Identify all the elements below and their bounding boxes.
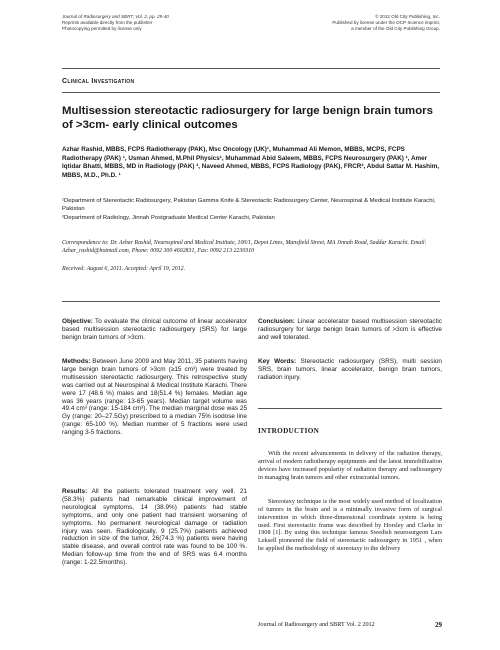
conclusion-label: Conclusion: [258, 318, 295, 325]
abstract-methods [62, 358, 247, 437]
methods-text: Between June 2009 and May 2011, 35 patients having large benign brain tumors of >3cm (≥15 cm³) were treated by multisession stereotactic radiosurgery. This retrospective study was carried out at Neurospinal & Medical Institute Karachi. There were 17 (48.6 %) males and 18(51.4 %) females. Median age was 36 years (range: 13-65 years). Median target volume was 49.4 cm³ (range: 15-184 cm³). The median marginal dose was 25 Gy (range: 20–27.5Gy) prescribed to a median 75% isodose line (range: 65-100 %). Median number of 5 fractions were used ranging 3-5 fractions. [62, 358, 247, 437]
license-note: Published by license under the OCP Science imprint, [332, 20, 440, 25]
author-list: Azhar Rashid, MBBS, FCPS Radiotherapy (PAK), Msc Oncology (UK)¹, Muhammad Ali Memon, MBBS, MCPS, FCPS Radiotherapy (PAK) ¹, Usman Ahmed, M.Phil Physics¹, Muhammad Abid Saleem, MBBS, FCPS Neurosurgery (PAK) ¹, Amer Iqtidar Bhatti, MBBS, MD in Radiology (PAK) ², Naveed Ahmed, MBBS, FCPS Radiology (PAK), FRCR², Abdul Sattar M. Hashim, MBBS, M.D., Ph.D. ¹ [62, 146, 440, 179]
publisher-group-note: a member of the Old City Publishing Group. [351, 26, 440, 31]
footer-journal: Journal of Radiosurgery and SBRT Vol. 2 2012 [258, 621, 375, 628]
introduction-paragraph-1: With the recent advancements in delivery of the radiation therapy, arrival of modern radiotherapy equipments and the latest immobilization devices have increased popularity of radiation therapy and radiosurgery in managing brain tumors and other extracranial tumors. [258, 450, 442, 481]
page-number: 29 [435, 621, 442, 629]
introduction-heading: INTRODUCTION [258, 427, 320, 435]
affiliation-1: ¹Department of Stereotactic Radiosurgery, Pakistan Gamma Knife & Stereotactic Radiosurgery Center, Neurospinal & Medical Institute Karachi, Pakistan [62, 198, 436, 212]
section-label: Clinical Investigation [62, 78, 135, 85]
objective-label: Objective: [62, 318, 93, 325]
abstract-conclusion [258, 318, 442, 342]
running-header-right [230, 14, 440, 32]
keywords [258, 358, 442, 382]
abstract-objective [62, 318, 247, 342]
keywords-label: Key Words: [258, 358, 297, 365]
correspondence: Correspondence to: Dr. Azhar Rashid, Neurospinal and Medical Institute, 100/1, Depot Lines, Mansfield Street, MA Jinnah Road, Saddar Karachi. Email: Azhar_rashid@hotmail.com, Phone: 0092 300 4602831, Fax: 0092 213 2230310 [62, 240, 427, 254]
results-label: Results: [62, 488, 88, 495]
received-dates: Received: August 6, 2011. Accepted: April 19, 2012. [62, 266, 186, 272]
photocopy-note: Photocopying permitted by license only [62, 26, 142, 31]
affiliation-2: ²Department of Radiology, Jinnah Postgraduate Medical Center Karachi, Pakistan [62, 215, 275, 221]
introduction-paragraph-2: Stereotaxy technique is the most widely used method of localization of tumors in the brain and is a minimally invasive form of surgical intervention in which three-dimensional coordinate system is being used. First stereotactic frame was described by Horsley and Clarke in 1908 [1]. By using this technique famous Swedish neurosurgeon Lars Leksell pioneered the field of stereotactic radiosurgery in 1951 , when he applied the methodology of stereotaxy to the delivery [258, 498, 442, 553]
keywords-text: Stereotactic radiosurgery (SRS), multi session SRS, brain tumors, linear accelerator, benign brain tumors, radiation injury. [258, 358, 442, 381]
article-title: Multisession stereotactic radiosurgery for large benign brain tumors of >3cm- early clinical outcomes [62, 105, 433, 131]
journal-citation: Journal of Radiosurgery and SBRT, Vol. 2, pp. 29-40 [62, 14, 169, 19]
page-footer [258, 621, 442, 629]
reprints-note: Reprints available directly from the publisher [62, 20, 153, 25]
results-text: All the patients tolerated treatment very well. 21 (58.3%) patients had remarkable clinical improvement of neurological symptoms, 14 (38.9%) patients had stable symptoms, and only one patient had transient worsening of symptoms. No permanent neurological damage or radiation injury was seen. Radiologically, 9 (25.7%) patients achieved reduction in size of the tumor, 26(74.3 %) patients were having stable disease, and overall control rate was found to be 100 %. Median follow-up time from the end of SRS was 6.4 months (range: 1-22.5months). [62, 488, 247, 567]
copyright-note: © 2012 Old City Publishing, Inc. [375, 14, 440, 19]
header-divider [62, 68, 440, 69]
objective-text: To evaluate the clinical outcome of linear accelerator based multisession stereotactic radiosurgery (SRS) for large benign brain tumors of >3cm. [62, 318, 247, 341]
abstract-results [62, 488, 247, 567]
section-divider [62, 92, 440, 93]
conclusion-text: Linear accelerator based multisession stereotactic radiosurgery for large benign brain tumors of >3cm is effective and well tolerated. [258, 318, 442, 341]
methods-label: Methods: [62, 358, 91, 365]
keywords-divider [258, 408, 442, 409]
abstract-divider [62, 301, 440, 302]
